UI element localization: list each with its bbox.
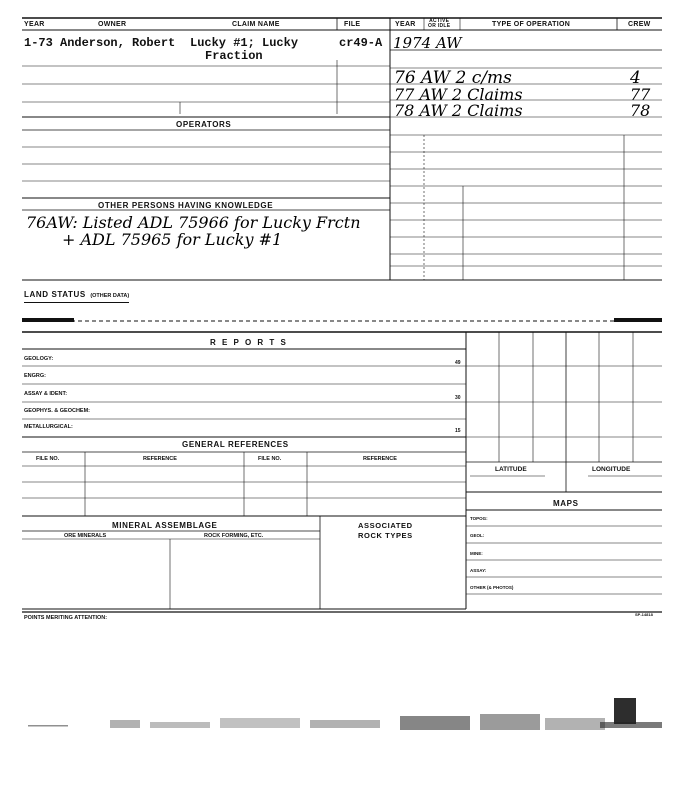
report-engrg-label: ENGRG: [24, 373, 46, 379]
general-references-title: GENERAL REFERENCES [182, 440, 289, 449]
activity-entry: 1974 AW [393, 34, 462, 52]
reports-title: R E P O R T S [210, 338, 288, 347]
land-status-title: LAND STATUS [24, 290, 86, 299]
year-owner-value: 1-73 Anderson, Robert [24, 36, 176, 50]
gen-ref-file-no-2: FILE NO. [258, 456, 282, 462]
claim-name-line1: Lucky #1; Lucky [190, 36, 299, 50]
report-geology-label: GEOLOGY: [24, 356, 54, 362]
header-crew: CREW [628, 21, 651, 28]
other-persons-note-line2: + ADL 75965 for Lucky #1 [62, 230, 283, 249]
header-file: FILE [344, 21, 361, 28]
maps-title: MAPS [553, 499, 579, 508]
header-year: YEAR [24, 21, 45, 28]
report-metallurgical-number: 15 [455, 428, 461, 434]
header-owner: OWNER [98, 21, 127, 28]
points-meriting-attention-label: POINTS MERITING ATTENTION: [24, 615, 108, 621]
land-status-heading [24, 284, 129, 303]
maps-assay-label: ASSAY: [470, 568, 487, 573]
activity-entry: 78 AW 2 Claims [394, 101, 523, 120]
operators-title: OPERATORS [176, 120, 232, 129]
report-assay-number: 30 [455, 395, 461, 401]
other-persons-title: OTHER PERSONS HAVING KNOWLEDGE [98, 201, 274, 210]
header-type-of-operation: TYPE OF OPERATION [492, 21, 571, 28]
longitude-label: LONGITUDE [592, 466, 631, 473]
header-active-or-idle: ACTIVE OR IDLE [428, 18, 451, 29]
file-number: cr49-A [339, 36, 383, 50]
report-assay-label: ASSAY & IDENT: [24, 391, 68, 397]
associated-rock-types-line2: ROCK TYPES [358, 531, 413, 540]
activity-entry: 76 AW 2 c/ms [394, 68, 512, 88]
land-status-note: (OTHER DATA) [90, 293, 130, 299]
form-number: SP-14818 [635, 612, 653, 617]
maps-geol-label: GEOL: [470, 533, 485, 538]
activity-crew: 4 [630, 68, 641, 88]
report-geology-number: 49 [455, 360, 461, 366]
activity-crew: 77 [630, 85, 651, 104]
activity-crew: 78 [630, 101, 651, 120]
mineral-assemblage-title: MINERAL ASSEMBLAGE [112, 521, 218, 530]
maps-other-label: OTHER (& PHOTOS) [470, 585, 514, 590]
gen-ref-reference-2: REFERENCE [363, 456, 397, 462]
gen-ref-reference-1: REFERENCE [143, 456, 177, 462]
report-metallurgical-label: METALLURGICAL: [24, 424, 73, 430]
other-persons-note-line1: 76AW: Listed ADL 75966 for Lucky Frctn [26, 213, 361, 232]
claim-name-line2: Fraction [205, 49, 263, 63]
associated-rock-types-line1: ASSOCIATED [358, 521, 413, 530]
header-claim-name: CLAIM NAME [232, 21, 280, 28]
maps-topog-label: TOPOG: [470, 516, 488, 521]
rock-forming-label: ROCK FORMING, ETC. [204, 533, 264, 539]
activity-entry: 77 AW 2 Claims [394, 85, 523, 104]
maps-mine-label: MINE: [470, 551, 483, 556]
report-geophys-label: GEOPHYS. & GEOCHEM: [24, 408, 91, 414]
latitude-label: LATITUDE [495, 466, 527, 473]
scan-noise-band [0, 680, 678, 760]
ore-minerals-label: ORE MINERALS [64, 533, 107, 539]
header-year-activity: YEAR [395, 21, 416, 28]
gen-ref-file-no-1: FILE NO. [36, 456, 60, 462]
